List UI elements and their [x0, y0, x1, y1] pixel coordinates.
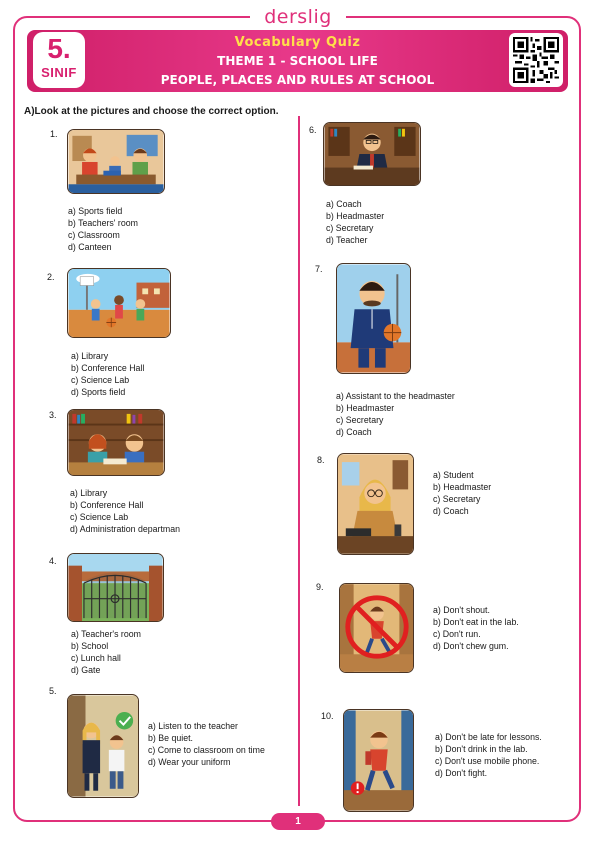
question-2-options: [71, 350, 144, 398]
question-4-options: [71, 628, 141, 676]
question-4-option-b[interactable]: b) School: [71, 641, 109, 651]
question-3-number: 3.: [49, 410, 57, 420]
question-8-option-d[interactable]: d) Coach: [433, 506, 469, 516]
question-6-option-d[interactable]: d) Teacher: [326, 235, 368, 245]
question-5-option-c[interactable]: c) Come to classroom on time: [148, 745, 265, 755]
instruction-text: A)Look at the pictures and choose the correct option.: [24, 106, 279, 117]
question-1-option-d[interactable]: d) Canteen: [68, 242, 112, 252]
question-8-option-c[interactable]: c) Secretary: [433, 494, 481, 504]
header-subtitle: PEOPLE, PLACES AND RULES AT SCHOOL: [160, 73, 435, 87]
question-9-number: 9.: [316, 582, 324, 592]
theme-title: THEME 1 - SCHOOL LIFE: [217, 54, 378, 68]
question-6-option-c[interactable]: c) Secretary: [326, 223, 374, 233]
question-6-option-b[interactable]: b) Headmaster: [326, 211, 385, 221]
question-10-image: [343, 709, 414, 812]
question-4-image: [67, 553, 164, 622]
question-6-option-a[interactable]: a) Coach: [326, 199, 362, 209]
question-3-option-c[interactable]: c) Science Lab: [70, 512, 129, 522]
question-9-option-a[interactable]: a) Don't shout.: [433, 605, 490, 615]
question-8-option-b[interactable]: b) Headmaster: [433, 482, 492, 492]
question-5-option-d[interactable]: d) Wear your uniform: [148, 757, 231, 767]
brand-logo: derslig: [250, 5, 346, 29]
question-3-option-a[interactable]: a) Library: [70, 488, 108, 498]
question-9-image: [339, 583, 414, 673]
question-3-option-d[interactable]: d) Administration departman: [70, 524, 181, 534]
question-1-option-c[interactable]: c) Classroom: [68, 230, 120, 240]
question-1-option-b[interactable]: b) Teachers' room: [68, 218, 138, 228]
question-8-option-a[interactable]: a) Student: [433, 470, 474, 480]
question-8-number: 8.: [317, 455, 325, 465]
question-6-options: [326, 198, 384, 246]
question-7-image: [336, 263, 411, 374]
question-2-number: 2.: [47, 272, 55, 282]
question-8-options: [433, 469, 491, 517]
question-6-number: 6.: [309, 125, 317, 135]
question-1-number: 1.: [50, 129, 58, 139]
question-7-options: [336, 390, 455, 438]
question-10-option-d[interactable]: d) Don't fight.: [435, 768, 488, 778]
question-5-options: [148, 720, 265, 768]
grade-number: 5.: [47, 33, 71, 64]
grade-badge: [33, 32, 85, 88]
question-4-number: 4.: [49, 556, 57, 566]
question-7-option-a[interactable]: a) Assistant to the headmaster: [336, 391, 455, 401]
question-7-option-d[interactable]: d) Coach: [336, 427, 372, 437]
question-2-option-c[interactable]: c) Science Lab: [71, 375, 130, 385]
question-5-image: [67, 694, 139, 798]
header-banner: [27, 30, 568, 92]
grade-word: SINIF: [41, 65, 77, 80]
question-3-options: [70, 487, 180, 535]
page-number: 1: [271, 813, 325, 830]
qr-code-icon[interactable]: [509, 33, 563, 87]
question-3-option-b[interactable]: b) Conference Hall: [70, 500, 144, 510]
question-7-option-c[interactable]: c) Secretary: [336, 415, 384, 425]
question-2-option-a[interactable]: a) Library: [71, 351, 109, 361]
question-7-option-b[interactable]: b) Headmaster: [336, 403, 395, 413]
question-10-options: [435, 731, 542, 779]
question-8-image: [337, 453, 414, 555]
question-7-number: 7.: [315, 264, 323, 274]
question-1-image: [67, 129, 165, 194]
question-1-options: [68, 205, 138, 253]
question-2-option-b[interactable]: b) Conference Hall: [71, 363, 145, 373]
question-5-number: 5.: [49, 686, 57, 696]
question-9-option-d[interactable]: d) Don't chew gum.: [433, 641, 509, 651]
question-10-option-c[interactable]: c) Don't use mobile phone.: [435, 756, 540, 766]
question-9-option-b[interactable]: b) Don't eat in the lab.: [433, 617, 519, 627]
question-9-options: [433, 604, 519, 652]
question-2-image: [67, 268, 171, 338]
question-10-option-b[interactable]: b) Don't drink in the lab.: [435, 744, 528, 754]
question-10-option-a[interactable]: a) Don't be late for lessons.: [435, 732, 542, 742]
question-10-number: 10.: [321, 711, 334, 721]
question-4-option-a[interactable]: a) Teacher's room: [71, 629, 141, 639]
quiz-title: Vocabulary Quiz: [234, 35, 361, 50]
question-4-option-d[interactable]: d) Gate: [71, 665, 101, 675]
question-5-option-b[interactable]: b) Be quiet.: [148, 733, 193, 743]
question-6-image: [323, 122, 421, 186]
question-3-image: [67, 409, 165, 476]
question-2-option-d[interactable]: d) Sports field: [71, 387, 126, 397]
question-4-option-c[interactable]: c) Lunch hall: [71, 653, 121, 663]
column-divider: [298, 116, 300, 806]
question-1-option-a[interactable]: a) Sports field: [68, 206, 123, 216]
question-9-option-c[interactable]: c) Don't run.: [433, 629, 481, 639]
question-5-option-a[interactable]: a) Listen to the teacher: [148, 721, 238, 731]
